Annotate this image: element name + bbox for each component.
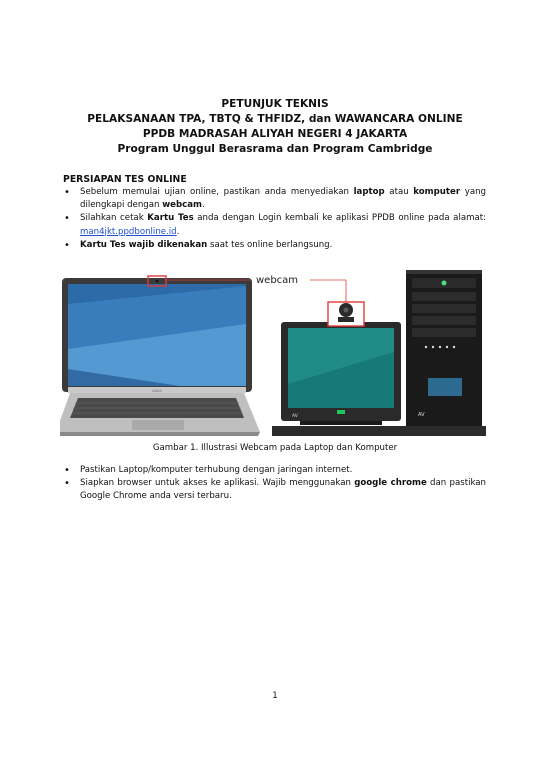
webcam-label: webcam	[256, 275, 299, 286]
title-line-3: PPDB MADRASAH ALIYAH NEGERI 4 JAKARTA	[142, 128, 408, 140]
text: dan pastikan Google Chrome anda versi terbaru.	[80, 478, 487, 502]
list-item	[63, 239, 486, 252]
webcam-illustration	[60, 264, 490, 438]
figure-caption: Gambar 1. Illustrasi Webcam pada Laptop dan Komputer	[152, 443, 398, 453]
laptop-image	[60, 276, 260, 436]
list-item	[63, 186, 486, 212]
text: Silahkan cetak	[80, 213, 148, 224]
computer-tower-image	[406, 270, 482, 426]
bullet-list-preparation	[63, 186, 486, 252]
text: anda dengan Login kembali ke aplikasi PPDB online pada alamat:	[193, 213, 486, 224]
title-line-4: Program Unggul Berasrama dan Program Cambridge	[117, 143, 433, 155]
bold-text: Kartu Tes	[147, 213, 194, 224]
bold-text: laptop	[353, 187, 385, 197]
text: atau	[384, 187, 414, 197]
text: .	[201, 200, 205, 211]
title-line-1: PETUNJUK TEKNIS	[221, 98, 329, 110]
section-title: PERSIAPAN TES ONLINE	[63, 174, 187, 185]
laptop-brand: ASUS	[152, 389, 162, 393]
page-number: 1	[272, 691, 278, 701]
tower-logo: AV	[418, 412, 425, 418]
text: Siapkan browser untuk akses ke aplikasi. Wajib menggunakan	[80, 478, 355, 489]
document-title	[60, 97, 490, 157]
bullet-list-requirements	[63, 464, 486, 504]
text: .	[176, 226, 180, 237]
text: saat tes online berlangsung.	[207, 239, 333, 250]
list-item	[63, 464, 486, 477]
ppdb-link[interactable]: man4jkt.ppdbonline.id	[80, 226, 177, 237]
title-line-2: PELAKSANAAN TPA, TBTQ & THFIDZ, dan WAWANCARA ONLINE	[87, 113, 463, 125]
bold-text: webcam	[162, 200, 202, 211]
text: Pastikan Laptop/komputer terhubung dengan jaringan internet.	[80, 465, 353, 475]
bold-text: komputer	[413, 187, 461, 197]
bold-text: google chrome	[354, 478, 427, 489]
monitor-logo: AV	[292, 414, 298, 419]
desk-surface	[272, 426, 486, 436]
text: yang dilengkapi dengan	[80, 187, 486, 211]
list-item	[63, 477, 486, 503]
monitor-image	[281, 302, 401, 425]
list-item	[63, 212, 486, 238]
text: Sebelum memulai ujian online, pastikan anda menyediakan	[80, 187, 354, 197]
bold-text: Kartu Tes wajib dikenakan	[80, 239, 208, 250]
